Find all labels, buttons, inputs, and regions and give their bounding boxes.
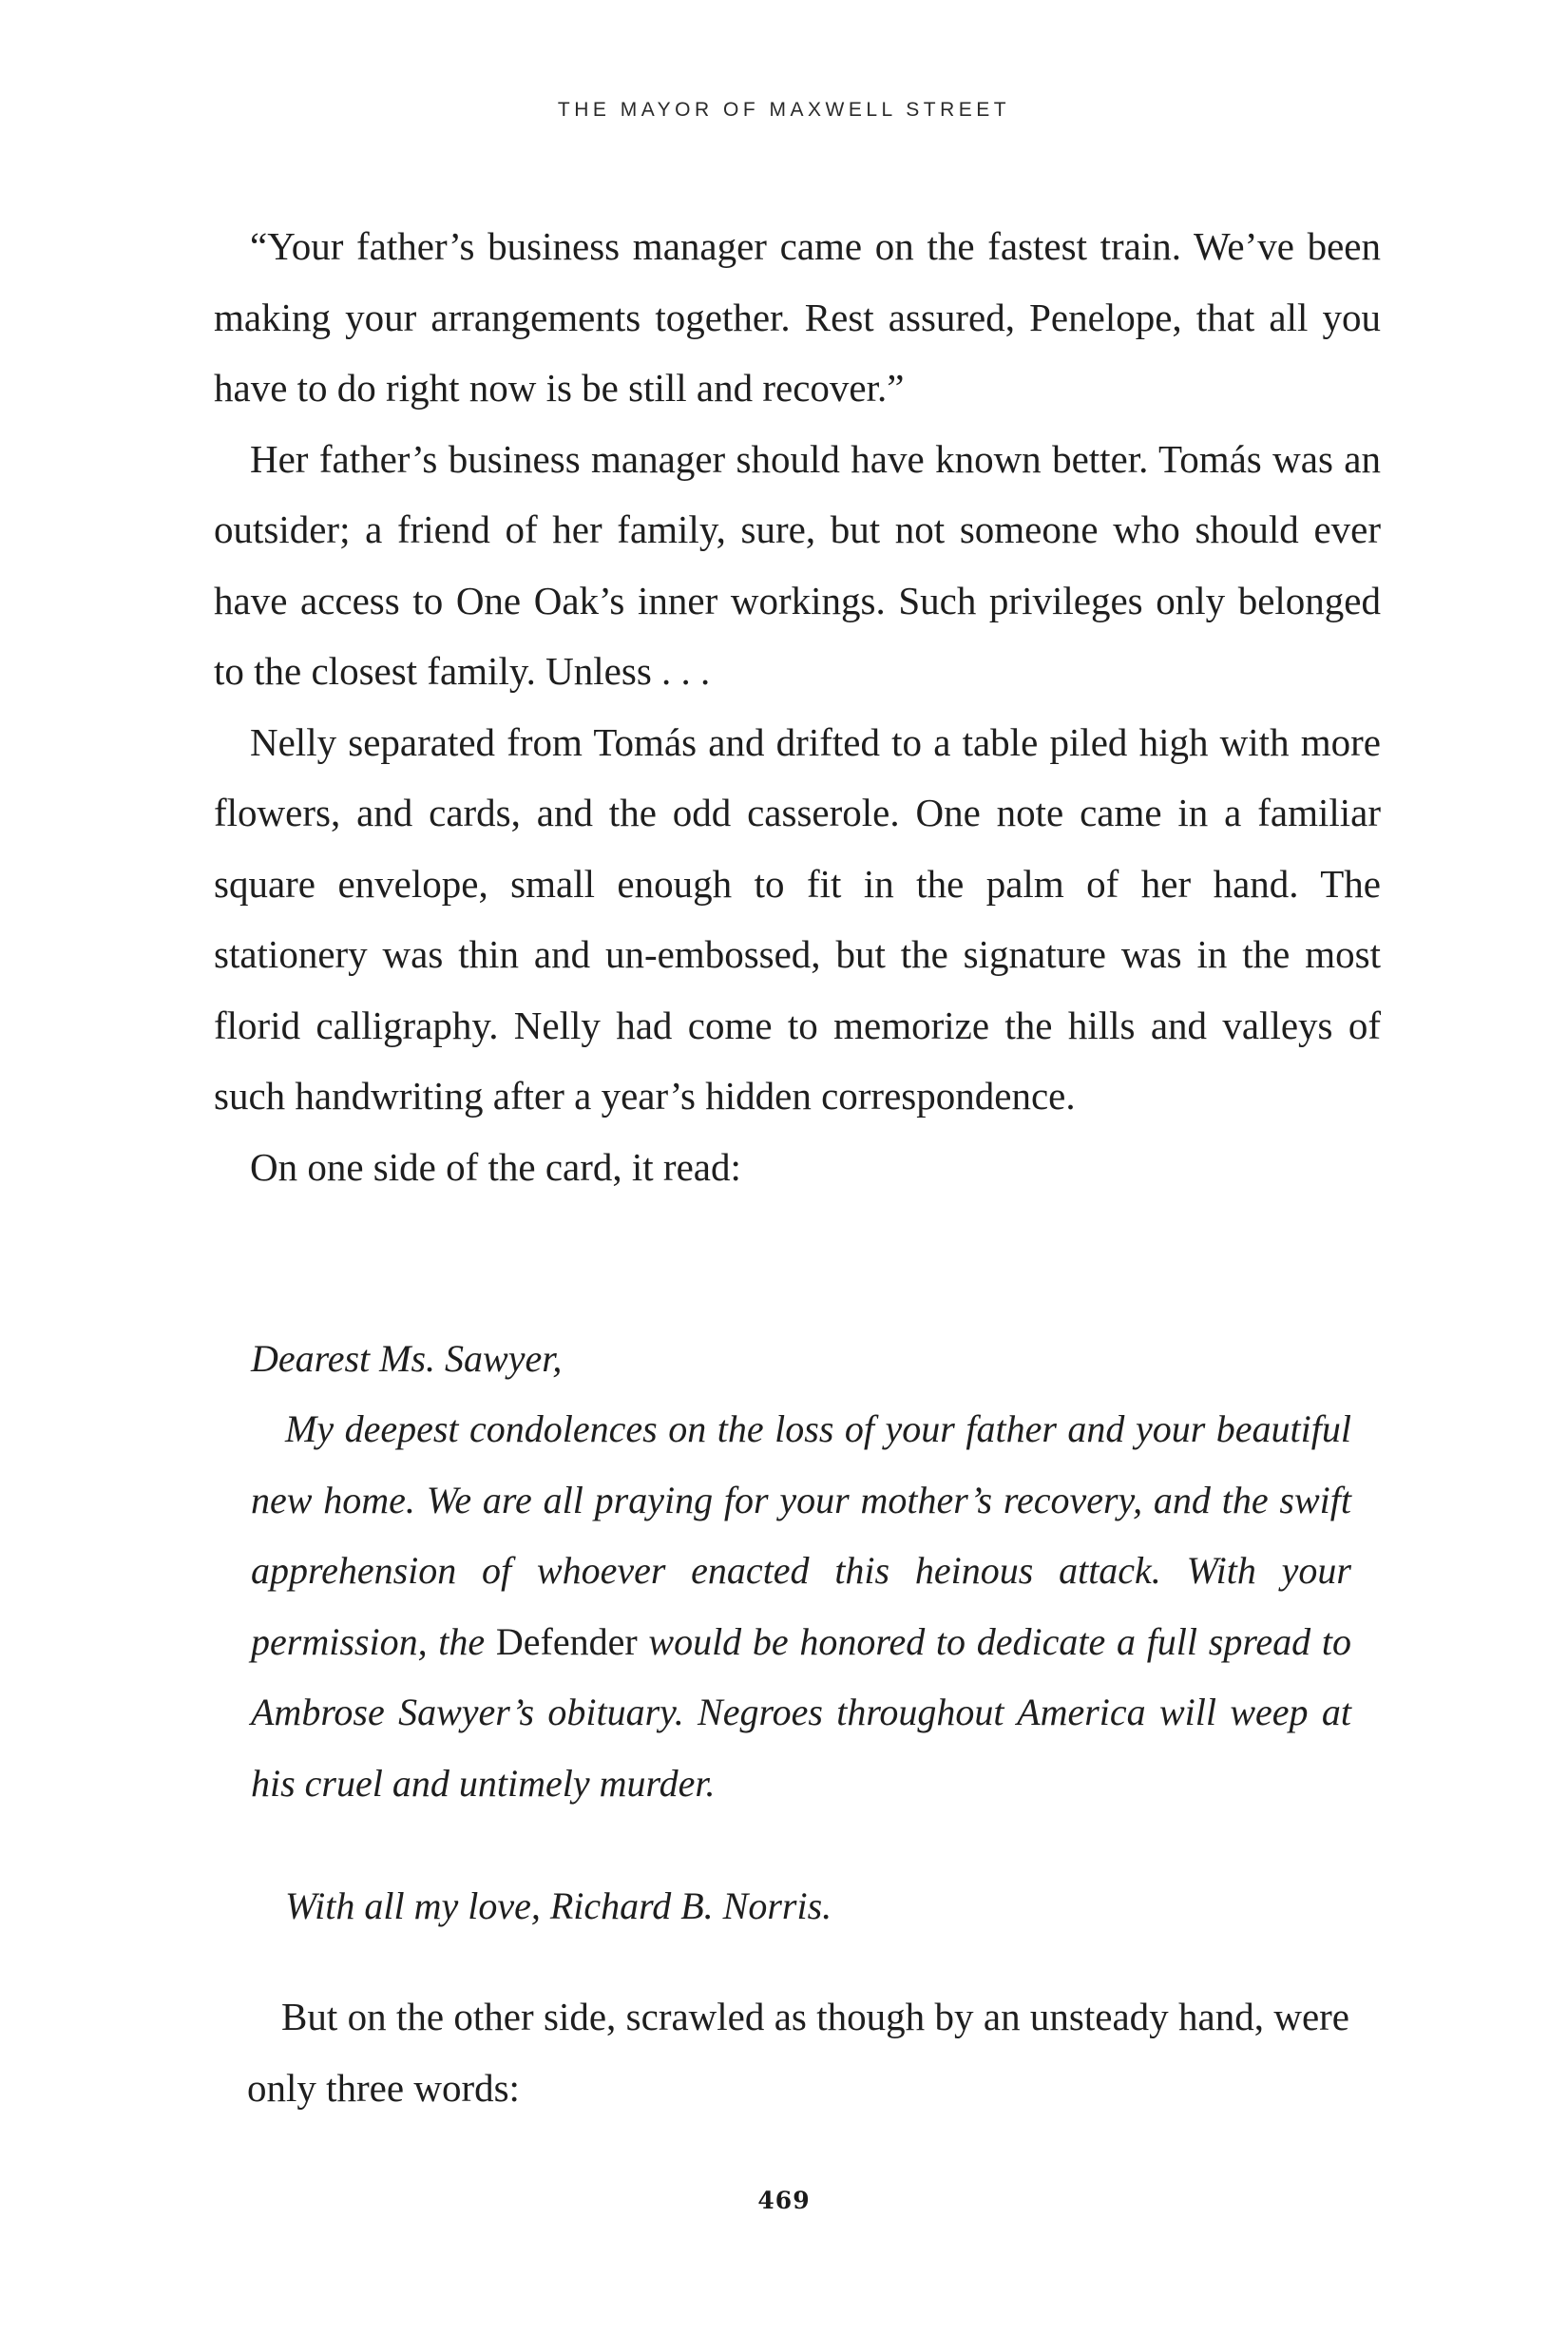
paragraph-card-intro: On one side of the card, it read:: [250, 1144, 741, 1189]
letter-text-part-1: My deepest condolences on the loss of your father and your beautiful new home. We are all praying for your mother’s recovery, and the swift apprehension of whoever enacted this heinous attack. With your permission, the: [251, 1407, 1351, 1663]
letter-text-part-2: would be honored to dedicate a full spread to Ambrose Sawyer’s obituary. Negroes throughout America will weep at his cruel and untimely murder.: [251, 1619, 1351, 1805]
letter-text: [251, 1394, 1351, 1819]
closing-text: [247, 1981, 1349, 2123]
body-text: [214, 211, 1381, 1202]
newspaper-name: Defender: [495, 1619, 638, 1663]
letter-greeting: Dearest Ms. Sawyer,: [251, 1337, 563, 1380]
paragraph-business-manager: Her father’s business manager should have known better. Tomás was an outsider; a friend of her family, sure, but not someone who should ever have access to One Oak’s inner workings. Such privileges only belonged to the closest family. Unless . . .: [214, 436, 1381, 693]
paragraph-other-side: But on the other side, scrawled as though by an unsteady hand, were only three words:: [247, 1995, 1349, 2110]
page-number: 469: [757, 2187, 811, 2214]
letter-body: [251, 1394, 1351, 1819]
paragraph-envelope: Nelly separated from Tomás and drifted to a table piled high with more flowers, and cards, and the odd casserole. One note came in a familiar square envelope, small enough to fit in the palm of her hand. The stationery was thin and un-embossed, but the signature was in the most florid calligraphy. Nelly had come to memorize the hills and valleys of such handwriting after a year’s hidden correspondence.: [214, 719, 1381, 1118]
letter-signoff: With all my love, Richard B. Norris.: [285, 1884, 832, 1927]
paragraph-arrangements: “Your father’s business manager came on the fastest train. We’ve been making your arrangements together. Rest assured, Penelope, that all you have to do right now is be still and recover.”: [214, 224, 1381, 410]
running-header: THE MAYOR OF MAXWELL STREET: [557, 99, 1011, 121]
